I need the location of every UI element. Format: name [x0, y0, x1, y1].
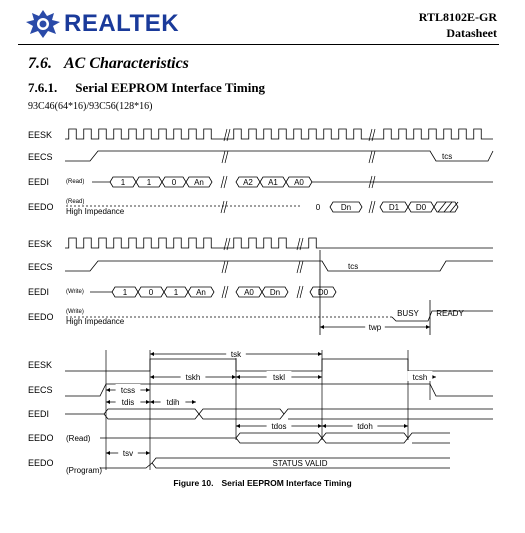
- figure-number: Figure 10.: [173, 478, 214, 488]
- write-eedi-bit: 1: [122, 288, 128, 297]
- read-eedo-bit: Dn: [340, 203, 352, 212]
- write-signal-eesk: EESK: [28, 239, 53, 249]
- subsection-number: 7.6.1.: [28, 80, 58, 95]
- timing-eedo-read-note: (Read): [66, 434, 91, 443]
- read-eedo-note: (Read): [66, 199, 85, 205]
- timing-eedo-program-note: (Program): [66, 466, 103, 475]
- read-eedi-bit: 0: [171, 178, 177, 187]
- timing-tsv-label: tsv: [122, 449, 134, 458]
- read-signal-eedi: EEDI: [28, 177, 50, 187]
- timing-tdih-label: tdih: [166, 398, 180, 407]
- section-number: 7.6.: [28, 55, 52, 72]
- read-signal-eesk: EESK: [28, 130, 53, 140]
- read-eedo-bit: D0: [415, 203, 427, 212]
- timing-signal-eesk-0: EESK: [28, 360, 53, 370]
- read-signal-eecs: EECS: [28, 152, 53, 162]
- write-eedi-bit: A0: [244, 288, 254, 297]
- write-eedi-bit: Dn: [269, 288, 281, 297]
- read-eedo-break-2: [221, 201, 227, 213]
- timing-tskh-label: tskh: [185, 373, 201, 382]
- timing-tdoh-label: tdoh: [357, 422, 373, 431]
- read-eecs-break-1: [222, 151, 228, 163]
- timing-tdos-label: tdos: [271, 422, 287, 431]
- write-busy-label: BUSY: [397, 309, 419, 318]
- write-eedi-break-2: [297, 286, 303, 298]
- write-eecs-break-2: [297, 261, 303, 273]
- read-eedo-label: High Impedance: [66, 207, 125, 216]
- read-eedo-bit-0: 0: [315, 203, 321, 212]
- timing-signal-eecs-1: EECS: [28, 385, 53, 395]
- document-type: Datasheet: [446, 26, 497, 40]
- write-eedo-note: (Write): [66, 309, 84, 315]
- figure-title: Serial EEPROM Interface Timing: [221, 478, 352, 488]
- write-twp-label: twp: [368, 323, 382, 332]
- chip-name: RTL8102E-GR: [418, 10, 497, 24]
- timing-signal-eedo-3: EEDO: [28, 433, 54, 443]
- read-eedi-bit: 1: [146, 178, 152, 187]
- read-eedi-break: [221, 176, 227, 188]
- read-tcs-label: tcs: [442, 152, 453, 161]
- read-eesk-clock: [65, 129, 493, 139]
- write-eedi-note: (Write): [66, 289, 84, 295]
- section-title: AC Characteristics: [64, 55, 189, 72]
- read-eedi-bit: A0: [294, 178, 304, 187]
- timing-tcsh-label: tcsh: [412, 373, 428, 382]
- write-eecs-break: [222, 261, 228, 273]
- timing-tskl-label: tskl: [273, 373, 285, 382]
- read-signal-eedo: EEDO: [28, 202, 54, 212]
- timing-tcss-label: tcss: [120, 386, 136, 395]
- write-tcs-label: tcs: [348, 262, 359, 271]
- write-signal-eedo: EEDO: [28, 312, 54, 322]
- timing-tdis-label: tdis: [121, 398, 135, 407]
- write-eedi-bit: 0: [148, 288, 154, 297]
- timing-signal-eedi-2: EEDI: [28, 409, 50, 419]
- write-eecs-line: [65, 261, 493, 271]
- timing-eedi-bus: [65, 409, 493, 419]
- timing-eesk-line: [65, 359, 493, 371]
- read-eedo-bit: D1: [388, 203, 400, 212]
- timing-signal-eedo-4: EEDO: [28, 458, 54, 468]
- write-ready-label: READY: [436, 309, 464, 318]
- read-eecs-line: [65, 151, 493, 161]
- timing-tsk-label: tsk: [230, 350, 242, 359]
- timing-eedo-read-bus: [100, 433, 450, 443]
- read-eedi-note: (Read): [66, 179, 85, 185]
- write-eedi-bit: D0: [317, 288, 329, 297]
- read-eedo-break: [369, 201, 375, 213]
- write-signal-eecs: EECS: [28, 262, 53, 272]
- timing-status-valid: STATUS VALID: [272, 459, 328, 468]
- read-eedi-bit: A2: [243, 178, 253, 187]
- read-eedi-bit: 1: [120, 178, 126, 187]
- read-eedo-hatch: [438, 202, 458, 212]
- read-eedi-bit: A1: [268, 178, 278, 187]
- subsection-title: Serial EEPROM Interface Timing: [75, 80, 266, 95]
- write-eedo-label: High Impedance: [66, 317, 125, 326]
- brand-logo-text: REALTEK: [64, 10, 180, 37]
- write-signal-eedi: EEDI: [28, 287, 50, 297]
- eeprom-parts: 93C46(64*16)/93C56(128*16): [28, 101, 153, 112]
- read-eecs-break-2: [369, 151, 375, 163]
- write-eedi-break: [222, 286, 228, 298]
- read-eedi-bit: An: [194, 178, 204, 187]
- figure-caption: [0, 478, 525, 488]
- write-eedi-bit: An: [196, 288, 206, 297]
- write-eesk-clock: [65, 238, 330, 248]
- write-eedi-bit: 1: [173, 288, 179, 297]
